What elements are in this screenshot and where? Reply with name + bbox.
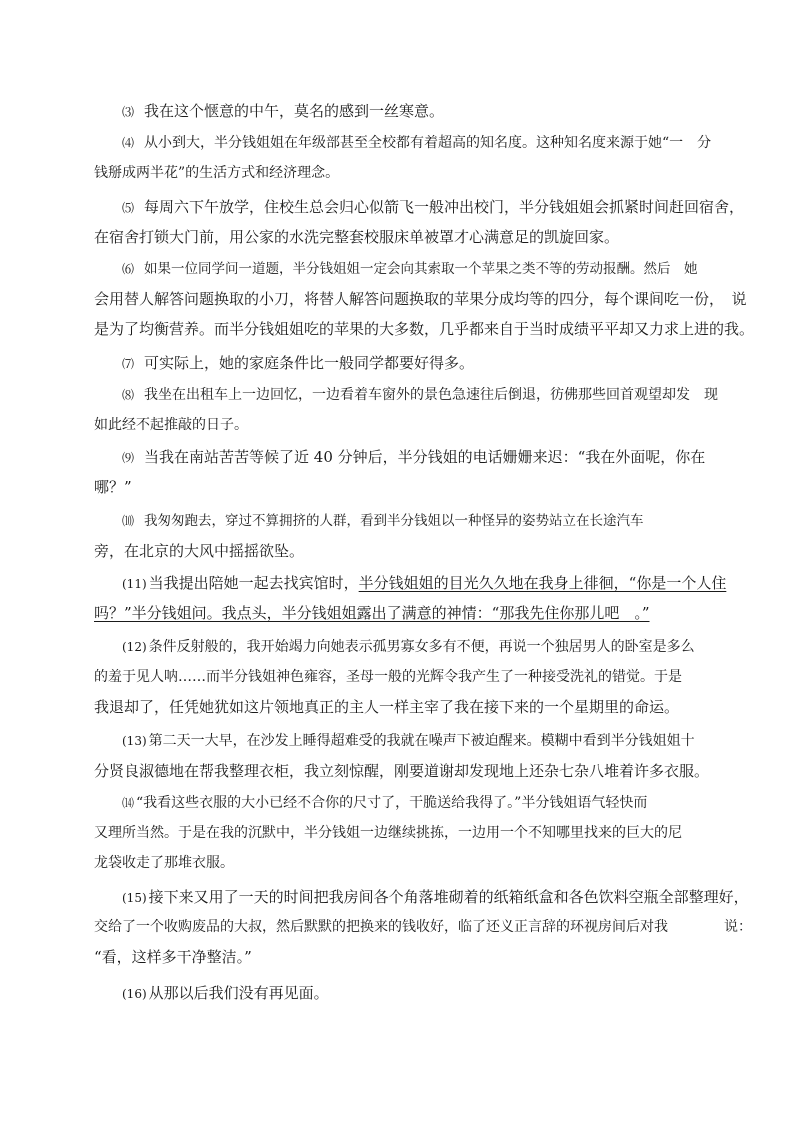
paragraph-text: 我坐在出租车上一边回忆，一边看着车窗外的景色急速往后倒退，彷佛那些回首观望却发 现 [144, 387, 719, 403]
paragraph-text: 从那以后我们没有再见面。 [148, 984, 329, 1002]
underlined-text: 吗？”半分钱姐问。我点头，半分钱姐姐露出了满意的神情：“那我先住你那儿吧 。” [94, 604, 650, 622]
paragraph-4 [94, 128, 714, 188]
paragraph-text: 条件反射般的，我开始竭力向她表示孤男寡女多有不便，再说一个独居男人的卧室是多么 [148, 639, 695, 655]
paragraph-11 [94, 568, 727, 628]
paragraph-number: ⑼ [122, 451, 135, 465]
underlined-text: 半分钱姐姐的目光久久地在我身上徘徊，“你是一个人住 [358, 574, 727, 592]
paragraph-10 [94, 506, 714, 566]
paragraph-number: ⑻ [122, 388, 135, 402]
paragraph-7 [94, 348, 714, 378]
paragraph-15 [94, 882, 752, 972]
paragraph-text: 我在这个惬意的中午，莫名的感到一丝寒意。 [144, 102, 445, 120]
paragraph-text: 如此经不起推敲的日子。 [94, 417, 248, 433]
paragraph-text: 会用替人解答问题换取的小刀，将替人解答问题换取的苹果分成均等的四分，每个课间吃一份， 说 [94, 290, 747, 308]
paragraph-number: ⑹ [122, 262, 135, 276]
paragraph-text: 分贤良淑德地在帮我整理衣柜，我立刻惊醒，刚要道谢却发现地上还杂七杂八堆着许多衣服。 [94, 762, 710, 780]
paragraph-number: (11) [122, 577, 147, 591]
paragraph-text: 的羞于见人呐……而半分钱姐神色雍容，圣母一般的光辉令我产生了一种接受洗礼的错觉。于是 [94, 669, 682, 685]
paragraph-text: 当我在南站苦苦等候了近 40 分钟后，半分钱姐的电话姗姗来迟：“我在外面呢，你在 [144, 448, 706, 466]
paragraph-number: ⑸ [122, 201, 135, 215]
paragraph-text: 钱掰成两半花”的生活方式和经济理念。 [94, 165, 340, 181]
paragraph-number: (13) [122, 734, 147, 748]
paragraph-text: 又理所当然。于是在我的沉默中，半分钱姐一边继续挑拣，一边用一个不知哪里找来的巨大的尼 [94, 825, 682, 841]
paragraph-8 [94, 380, 719, 440]
paragraph-text: “看，这样多干净整洁。” [94, 948, 252, 966]
paragraph-text: “我看这些衣服的大小已经不合你的尺寸了，干脆送给我得了。”半分钱姐语气轻快而 [136, 795, 648, 811]
paragraph-6 [94, 254, 755, 344]
paragraph-text: 可实际上，她的家庭条件比一般同学都要好得多。 [144, 354, 475, 372]
paragraph-number: ⑶ [122, 105, 135, 119]
paragraph-text: 是为了均衡营养。而半分钱姐姐吃的苹果的大多数，几乎都来自于当时成绩平平却又力求上进的我。 [94, 320, 755, 338]
paragraph-text: 哪？” [94, 478, 132, 496]
paragraph-16 [94, 978, 714, 1008]
paragraph-14 [94, 788, 714, 878]
paragraph-text: 旁，在北京的大风中摇摇欲坠。 [94, 542, 305, 560]
paragraph-number: ⒁ [122, 796, 135, 810]
paragraph-text: 我匆匆跑去，穿过不算拥挤的人群，看到半分钱姐以一种怪异的姿势站立在长途汽车 [144, 513, 644, 529]
paragraph-number: (16) [122, 987, 147, 1001]
paragraph-13 [94, 726, 714, 786]
paragraph-number: ⑽ [122, 514, 135, 528]
paragraph-text: 在宿舍打锁大门前，用公家的水洗完整套校服床单被罩才心满意足的凯旋回家。 [94, 228, 620, 246]
paragraph-5 [94, 192, 745, 252]
paragraph-9 [94, 442, 714, 502]
paragraph-text: 龙袋收走了那堆衣服。 [94, 855, 234, 871]
paragraph-text: 从小到大，半分钱姐姐在年级部甚至全校都有着超高的知名度。这种知名度来源于她“一 分 [144, 135, 712, 151]
paragraph-text: 每周六下午放学，住校生总会归心似箭飞一般冲出校门，半分钱姐姐会抓紧时间赶回宿舍， [144, 198, 745, 216]
paragraph-number: (12) [122, 640, 147, 654]
paragraph-12 [94, 632, 714, 722]
paragraph-text: 当我提出陪她一起去找宾馆时， [148, 574, 359, 592]
paragraph-text: 第二天一大早，在沙发上睡得超难受的我就在噪声下被迫醒来。模糊中看到半分钱姐姐十 [148, 733, 695, 749]
paragraph-3 [94, 96, 714, 126]
paragraph-text: 我退却了，任凭她犹如这片领地真正的主人一样主宰了我在接下来的一个星期里的命运。 [94, 698, 680, 716]
paragraph-number: ⑷ [122, 136, 135, 150]
paragraph-text: 交给了一个收购废品的大叔，然后默默的把换来的钱收好，临了还义正言辞的环视房间后对我 说： [94, 919, 752, 935]
paragraph-text: 接下来又用了一天的时间把我房间各个角落堆砌着的纸箱纸盒和各色饮料空瓶全部整理好， [148, 888, 749, 906]
paragraph-number: ⑺ [122, 357, 135, 371]
paragraph-text: 如果一位同学问一道题，半分钱姐姐一定会向其索取一个苹果之类不等的劳动报酬。然后 她 [144, 261, 698, 277]
paragraph-number: (15) [122, 891, 147, 905]
